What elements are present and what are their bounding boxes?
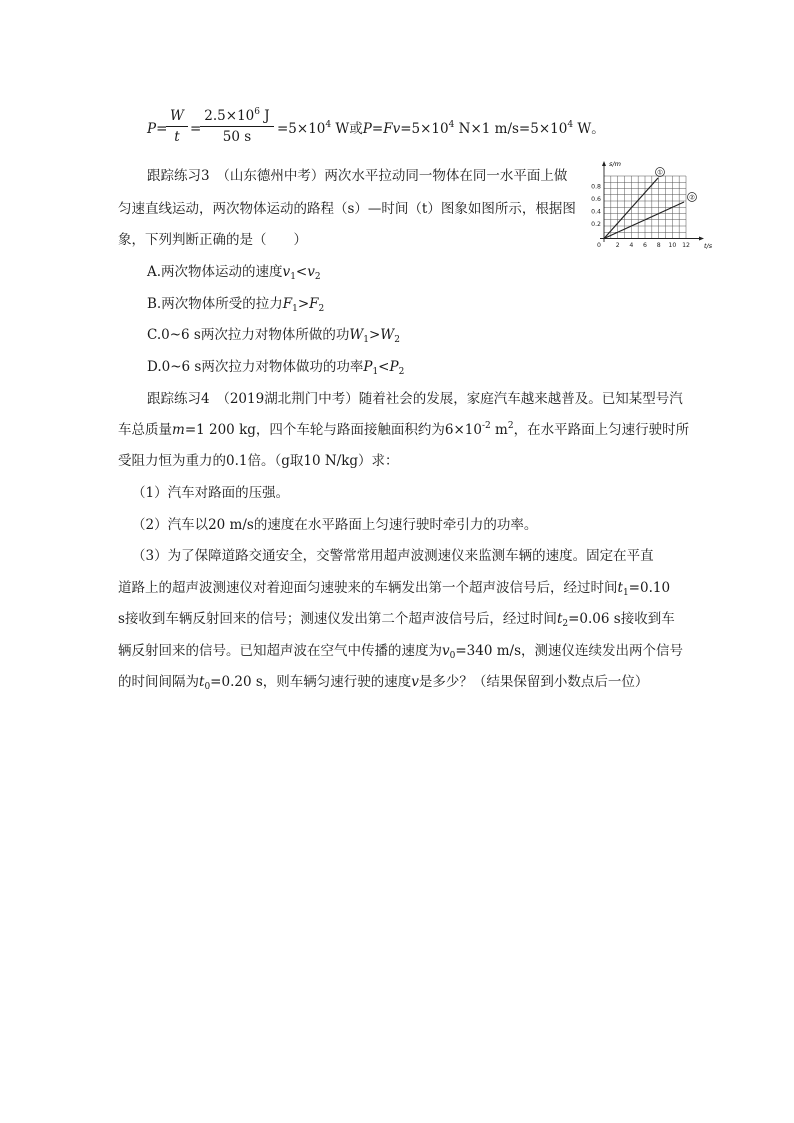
label-line-1: ①	[657, 168, 663, 177]
option-c: C.0~6 s两次拉力对物体所做的功$W_1>W_2$	[147, 327, 400, 345]
exercise-4-line-2: 车总质量m=1 200 kg，四个车轮与路面接触面积约为$6\times 10^{-2}$ $m^2$，在水平路面上匀速行驶时所	[118, 421, 690, 438]
option-d: D.0~6 s两次拉力对物体做功的功率$P_1<P_2$	[147, 359, 405, 377]
formula-p: P=	[147, 121, 168, 137]
fraction-numerator: 2.5×10	[204, 108, 255, 124]
option-b: B.两次物体所受的拉力$F_1>F_2$	[147, 296, 325, 314]
exercise-3-line-2: 匀速直线运动，两次物体运动的路程（s）—时间（t）图象如图所示，根据图	[118, 201, 576, 217]
fraction-w-over-t	[166, 106, 188, 147]
y-tick: 0.4	[591, 208, 601, 216]
label-line-2: ②	[689, 193, 695, 202]
x-tick: 2	[615, 242, 620, 249]
question-3-line-3: s接收到车辆反射回来的信号；测速仪发出第二个超声波信号后，经过时间$t_2=0.06$ s接收到车	[118, 611, 675, 629]
question-3-line-2: 道路上的超声波测速仪对着迎面匀速驶来的车辆发出第一个超声波信号后，经过时间$t_1=0.10$	[118, 580, 671, 598]
question-3-line-1: （3）为了保障道路交通安全，交警常常用超声波测速仪来监测车辆的速度。固定在平直	[132, 548, 654, 564]
x-tick: 0	[597, 242, 601, 249]
x-tick: 4	[629, 242, 634, 249]
question-2: （2）汽车以20 m/s的速度在水平路面上匀速行驶时牵引力的功率。	[132, 517, 538, 533]
y-tick: 0.8	[591, 183, 601, 191]
graph-line-1	[604, 178, 658, 239]
fraction-w: W	[170, 108, 184, 124]
x-axis-label: t/s	[704, 242, 713, 250]
y-tick-labels	[591, 184, 601, 229]
y-tick: 0.6	[591, 196, 601, 203]
x-tick: 12	[682, 242, 690, 249]
exercise-4-line-1: 跟踪练习4 （2019湖北荆门中考）随着社会的发展，家庭汽车越来越普及。已知某型号汽	[147, 391, 683, 407]
s-t-graph	[588, 158, 720, 250]
question-1: （1）汽车对路面的压强。	[132, 485, 290, 501]
formula-result: $=5\times 10^4$ W或$P=Fv=5\times 10^4$ N×1 $m/s=5\times 10^4$ W。	[277, 120, 605, 137]
y-axis-label: s/m	[609, 160, 621, 168]
exercise-4-line-3: 受阻力恒为重力的0.1倍。（g取10 N/kg）求：	[118, 453, 399, 469]
x-axis-arrow	[699, 237, 704, 241]
exercise-3-line-3: 象，下列判断正确的是（ ）	[118, 232, 307, 248]
x-tick: 10	[668, 242, 677, 249]
fraction-denominator: 50 s	[222, 129, 252, 145]
y-tick: 0.2	[591, 221, 601, 228]
fraction-t: t	[174, 129, 180, 145]
x-tick-labels	[597, 242, 690, 249]
x-tick: 8	[656, 242, 661, 249]
question-3-line-5: 的时间间隔为$t_0=0.20$ s，则车辆匀速行驶的速度v是多少？（结果保留到小数点后一位）	[118, 674, 649, 692]
formula-line	[147, 104, 707, 154]
option-a: A.两次物体运动的速度$v_1<v_2$	[147, 264, 321, 282]
equals-sign: =	[190, 121, 202, 137]
y-axis-arrow	[602, 161, 606, 166]
exercise-3-line-1: 跟踪练习3 （山东德州中考）两次水平拉动同一物体在同一水平面上做	[147, 168, 568, 184]
x-tick: 6	[643, 242, 647, 249]
question-3-line-4: 辆反射回来的信号。已知超声波在空气中传播的速度为$v_0=340$ m/s，测速仪连续发出两个信号	[118, 643, 684, 661]
fraction-energy-over-time: $\frac{2.5\times 10^6 J}{50 s}$	[200, 106, 274, 147]
